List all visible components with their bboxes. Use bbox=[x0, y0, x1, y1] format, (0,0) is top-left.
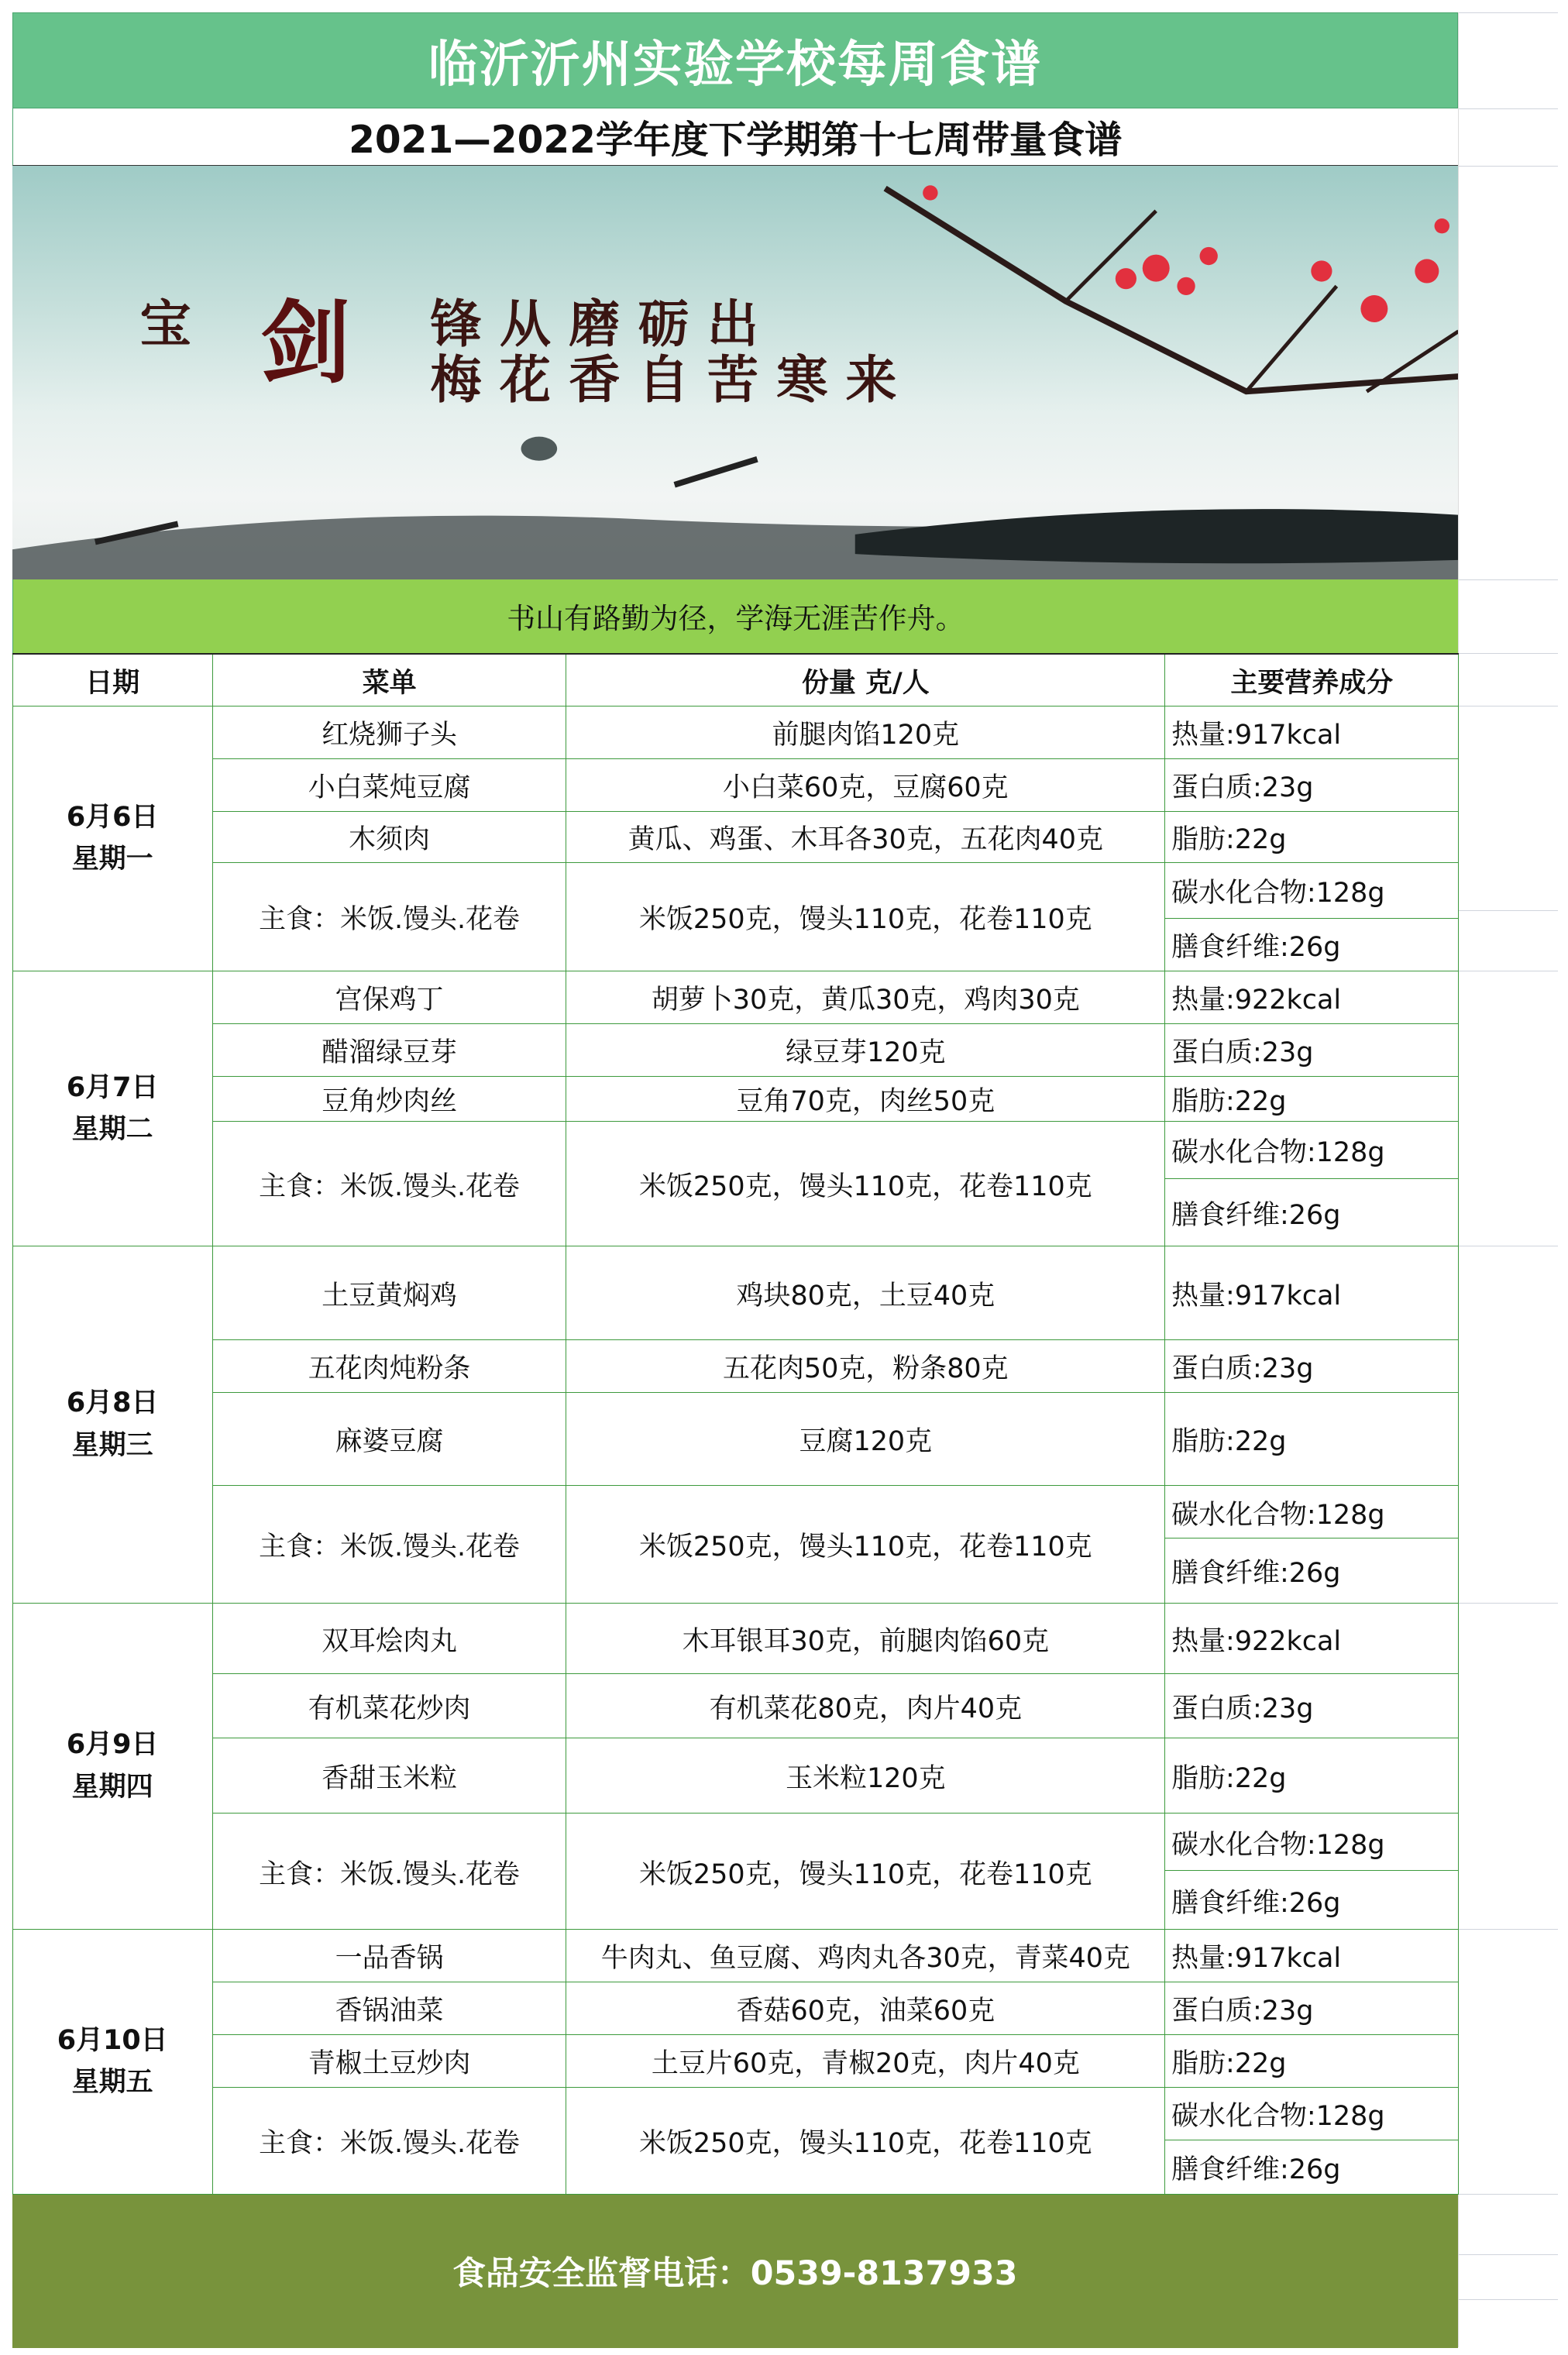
table-row bbox=[12, 1929, 1459, 1982]
column-header-nutrition: 主要营养成分 bbox=[1165, 654, 1459, 706]
date-cell bbox=[12, 1603, 212, 1929]
nutrition-value: 脂肪:22g bbox=[1165, 1738, 1459, 1814]
dish-name: 一品香锅 bbox=[212, 1929, 566, 1982]
page-subtitle: 2021—2022学年度下学期第十七周带量食谱 bbox=[12, 108, 1459, 166]
dish-name: 土豆黄焖鸡 bbox=[212, 1246, 566, 1339]
dish-name: 小白菜炖豆腐 bbox=[212, 758, 566, 811]
table-row bbox=[12, 811, 1459, 862]
nutrition-value: 热量:922kcal bbox=[1165, 1603, 1459, 1673]
staple-food: 主食：米饭.馒头.花卷 bbox=[212, 2087, 566, 2194]
table-row bbox=[12, 1738, 1459, 1814]
dish-quantity: 有机菜花80克，肉片40克 bbox=[566, 1673, 1165, 1738]
nutrition-value: 脂肪:22g bbox=[1165, 2034, 1459, 2087]
column-header-quantity: 份量 克/人 bbox=[566, 654, 1165, 706]
dish-name: 双耳烩肉丸 bbox=[212, 1603, 566, 1673]
table-row bbox=[12, 1486, 1459, 1538]
table-row bbox=[12, 1076, 1459, 1121]
dish-name: 醋溜绿豆芽 bbox=[212, 1023, 566, 1076]
food-safety-hotline: 食品安全监督电话：0539-8137933 bbox=[12, 2195, 1459, 2348]
dish-name: 青椒土豆炒肉 bbox=[212, 2034, 566, 2087]
nutrition-value: 碳水化合物:128g bbox=[1165, 1486, 1459, 1538]
date-cell bbox=[12, 1929, 212, 2194]
banner-char-2: 剑 bbox=[260, 290, 351, 396]
table-row bbox=[12, 758, 1459, 811]
weekday: 星期三 bbox=[71, 1429, 153, 1461]
banner-image bbox=[12, 166, 1459, 579]
date: 6月6日 bbox=[66, 802, 159, 833]
dish-quantity: 玉米粒120克 bbox=[566, 1738, 1165, 1814]
table-row bbox=[12, 1122, 1459, 1179]
nutrition-value: 蛋白质:23g bbox=[1165, 1673, 1459, 1738]
banner-line-1: 锋从磨砺出 bbox=[430, 294, 777, 355]
nutrition-value: 碳水化合物:128g bbox=[1165, 862, 1459, 918]
dish-name: 宫保鸡丁 bbox=[212, 971, 566, 1023]
date-cell bbox=[12, 1246, 212, 1603]
spreadsheet-grid bbox=[1458, 12, 1558, 2348]
nutrition-value: 热量:917kcal bbox=[1165, 1929, 1459, 1982]
dish-quantity: 豆腐120克 bbox=[566, 1392, 1165, 1485]
date-cell bbox=[12, 706, 212, 971]
dish-quantity: 牛肉丸、鱼豆腐、鸡肉丸各30克，青菜40克 bbox=[566, 1929, 1165, 1982]
dish-name: 五花肉炖粉条 bbox=[212, 1339, 566, 1392]
nutrition-value: 脂肪:22g bbox=[1165, 1076, 1459, 1121]
dish-name: 香甜玉米粒 bbox=[212, 1738, 566, 1814]
banner-char-1: 宝 bbox=[139, 294, 209, 355]
staple-quantity: 米饭250克，馒头110克，花卷110克 bbox=[566, 1122, 1165, 1246]
weekday: 星期一 bbox=[71, 844, 153, 875]
dish-name: 有机菜花炒肉 bbox=[212, 1673, 566, 1738]
dish-quantity: 豆角70克，肉丝50克 bbox=[566, 1076, 1165, 1121]
nutrition-value: 膳食纤维:26g bbox=[1165, 918, 1459, 971]
dish-quantity: 黄瓜、鸡蛋、木耳各30克，五花肉40克 bbox=[566, 811, 1165, 862]
nutrition-value: 碳水化合物:128g bbox=[1165, 1814, 1459, 1871]
motto: 书山有路勤为径，学海无涯苦作舟。 bbox=[12, 579, 1459, 653]
date: 6月8日 bbox=[66, 1387, 159, 1419]
nutrition-value: 膳食纤维:26g bbox=[1165, 1538, 1459, 1603]
nutrition-value: 蛋白质:23g bbox=[1165, 1339, 1459, 1392]
nutrition-value: 碳水化合物:128g bbox=[1165, 2087, 1459, 2140]
staple-quantity: 米饭250克，馒头110克，花卷110克 bbox=[566, 1486, 1165, 1603]
staple-quantity: 米饭250克，馒头110克，花卷110克 bbox=[566, 1814, 1165, 1930]
nutrition-value: 热量:917kcal bbox=[1165, 706, 1459, 759]
dish-quantity: 小白菜60克，豆腐60克 bbox=[566, 758, 1165, 811]
dish-quantity: 五花肉50克，粉条80克 bbox=[566, 1339, 1165, 1392]
nutrition-value: 膳食纤维:26g bbox=[1165, 1871, 1459, 1930]
dish-name: 木须肉 bbox=[212, 811, 566, 862]
dish-name: 麻婆豆腐 bbox=[212, 1392, 566, 1485]
table-row bbox=[12, 706, 1459, 759]
staple-food: 主食：米饭.馒头.花卷 bbox=[212, 862, 566, 971]
date-cell bbox=[12, 971, 212, 1246]
dish-quantity: 绿豆芽120克 bbox=[566, 1023, 1165, 1076]
dish-quantity: 香菇60克，油菜60克 bbox=[566, 1982, 1165, 2034]
page-title: 临沂沂州实验学校每周食谱 bbox=[12, 12, 1459, 108]
dish-name: 红烧狮子头 bbox=[212, 706, 566, 759]
weekday: 星期五 bbox=[71, 2067, 153, 2099]
nutrition-value: 脂肪:22g bbox=[1165, 811, 1459, 862]
table-row bbox=[12, 1339, 1459, 1392]
nutrition-value: 蛋白质:23g bbox=[1165, 1982, 1459, 2034]
date: 6月10日 bbox=[57, 2024, 168, 2056]
table-row bbox=[12, 1982, 1459, 2034]
weekday: 星期二 bbox=[71, 1114, 153, 1145]
table-row bbox=[12, 1603, 1459, 1673]
nutrition-value: 膳食纤维:26g bbox=[1165, 2140, 1459, 2194]
dish-quantity: 鸡块80克，土豆40克 bbox=[566, 1246, 1165, 1339]
table-row bbox=[12, 862, 1459, 918]
dish-quantity: 胡萝卜30克，黄瓜30克，鸡肉30克 bbox=[566, 971, 1165, 1023]
table-row bbox=[12, 971, 1459, 1023]
table-row bbox=[12, 2087, 1459, 2140]
column-header-dish: 菜单 bbox=[212, 654, 566, 706]
menu-sheet bbox=[12, 12, 1459, 2348]
table-row bbox=[12, 2034, 1459, 2087]
menu-table bbox=[12, 653, 1460, 2195]
nutrition-value: 蛋白质:23g bbox=[1165, 1023, 1459, 1076]
nutrition-value: 碳水化合物:128g bbox=[1165, 1122, 1459, 1179]
column-header-date: 日期 bbox=[12, 654, 212, 706]
nutrition-value: 热量:922kcal bbox=[1165, 971, 1459, 1023]
date: 6月7日 bbox=[66, 1071, 159, 1103]
table-row bbox=[12, 1814, 1459, 1871]
staple-quantity: 米饭250克，馒头110克，花卷110克 bbox=[566, 862, 1165, 971]
table-row bbox=[12, 1392, 1459, 1485]
staple-food: 主食：米饭.馒头.花卷 bbox=[212, 1122, 566, 1246]
date: 6月9日 bbox=[66, 1729, 159, 1761]
banner-line-2: 梅花香自苦寒来 bbox=[430, 349, 915, 411]
table-row bbox=[12, 1246, 1459, 1339]
staple-food: 主食：米饭.馒头.花卷 bbox=[212, 1486, 566, 1603]
nutrition-value: 脂肪:22g bbox=[1165, 1392, 1459, 1485]
nutrition-value: 膳食纤维:26g bbox=[1165, 1178, 1459, 1246]
dish-name: 豆角炒肉丝 bbox=[212, 1076, 566, 1121]
dish-quantity: 土豆片60克，青椒20克，肉片40克 bbox=[566, 2034, 1165, 2087]
table-row bbox=[12, 1673, 1459, 1738]
dish-name: 香锅油菜 bbox=[212, 1982, 566, 2034]
nutrition-value: 热量:917kcal bbox=[1165, 1246, 1459, 1339]
dish-quantity: 木耳银耳30克，前腿肉馅60克 bbox=[566, 1603, 1165, 1673]
dish-quantity: 前腿肉馅120克 bbox=[566, 706, 1165, 759]
staple-quantity: 米饭250克，馒头110克，花卷110克 bbox=[566, 2087, 1165, 2194]
staple-food: 主食：米饭.馒头.花卷 bbox=[212, 1814, 566, 1930]
table-row bbox=[12, 1023, 1459, 1076]
nutrition-value: 蛋白质:23g bbox=[1165, 758, 1459, 811]
weekday: 星期四 bbox=[71, 1771, 153, 1803]
